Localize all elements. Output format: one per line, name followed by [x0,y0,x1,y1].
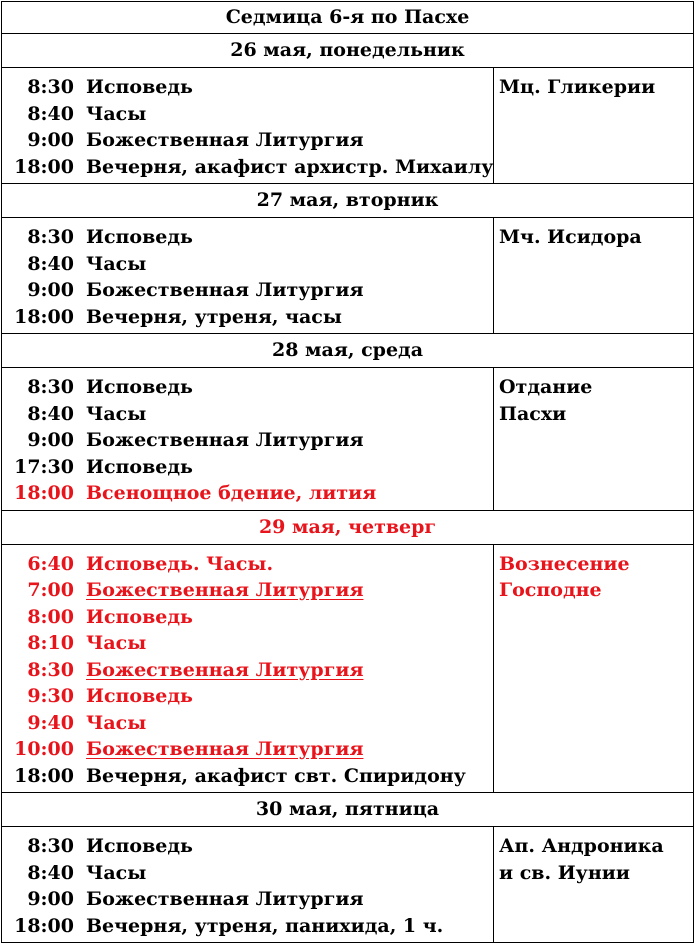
service-row [2,480,493,507]
day-header-row [2,184,694,218]
service-time: 18:00 [14,764,74,787]
service-event-label: Часы [86,102,147,125]
service-event [74,251,146,278]
service-event [74,630,146,657]
service-time: 9:00 [27,429,74,451]
feast-cell [494,827,694,943]
service-time: 8:30 [27,835,74,857]
services-cell [2,544,494,793]
service-event [74,860,146,887]
service-row [2,886,493,913]
day-date: 27 мая, вторник [2,184,694,218]
day-date: 26 мая, понедельник [2,34,694,68]
service-event-label: Вечерня, утреня, панихида, 1 ч. [86,914,444,937]
service-row [2,251,493,278]
service-row [2,710,493,737]
feast-line: Мц. Гликерии [499,76,656,98]
feast-line: Господне [499,579,602,601]
service-event-label: Исповедь [86,605,193,628]
schedule-title: Седмица 6-я по Пасхе [2,2,694,34]
service-time: 8:30 [27,376,74,398]
service-time: 8:30 [27,226,74,248]
service-event [74,304,342,331]
service-event-label: Вечерня, акафист свт. Спиридону [86,764,466,787]
service-time: 8:30 [27,76,74,98]
service-event-label: Часы [86,711,147,734]
service-time: 6:40 [27,552,74,575]
day-date: 29 мая, четверг [2,510,694,544]
service-event-label: Божественная Литургия [86,429,364,451]
service-row [2,604,493,631]
service-event-label: Божественная Литургия [86,279,364,301]
feast-line: Отдание [499,376,593,398]
service-time: 8:30 [27,658,74,681]
service-row [2,74,493,101]
service-event [74,401,146,428]
service-event [74,604,193,631]
service-event [74,101,146,128]
feast-line: Ап. Андроника [499,835,664,857]
service-event-label: Часы [86,632,147,654]
services-cell [2,218,494,334]
feast-cell [494,368,694,511]
service-row [2,101,493,128]
feast-line: Пасхи [499,402,567,425]
service-time: 9:30 [27,685,74,707]
service-row [2,913,493,940]
service-event [74,710,146,737]
service-time: 9:00 [27,888,74,910]
day-date: 28 мая, среда [2,334,694,368]
feast-line: Вознесение [499,552,630,575]
service-row [2,551,493,578]
service-event [74,480,376,507]
service-event [74,913,443,940]
day-header-row [2,793,694,827]
feast-line: Мч. Исидора [499,226,642,248]
service-row [2,374,493,401]
service-row [2,860,493,887]
service-time: 8:40 [27,402,74,425]
service-event-label: Божественная Литургия [86,888,364,910]
services-cell [2,68,494,184]
service-time: 18:00 [14,482,74,504]
service-row [2,304,493,331]
service-row [2,454,493,481]
service-row [2,736,493,763]
services-cell [2,827,494,943]
schedule-table [1,1,694,943]
service-event [74,127,363,154]
service-event [74,427,363,454]
service-event [74,833,193,860]
service-time: 9:00 [27,279,74,301]
service-event-label: Всенощное бдение, лития [86,482,377,504]
service-event [74,736,363,763]
service-event-label: Вечерня, акафист архистр. Михаилу [86,155,494,178]
service-event [74,74,193,101]
service-time: 8:40 [27,861,74,884]
service-row [2,127,493,154]
service-event [74,277,363,304]
service-row [2,763,493,790]
service-time: 9:40 [27,711,74,734]
service-event-label: Вечерня, утреня, часы [86,305,342,328]
service-event-label: Часы [86,861,147,884]
service-event-label: Божественная Литургия [86,579,364,601]
service-row [2,427,493,454]
service-event [74,577,363,604]
service-time: 9:00 [27,129,74,151]
service-event-label: Часы [86,402,147,425]
service-event-label: Божественная Литургия [86,658,364,681]
service-time: 8:40 [27,252,74,275]
day-body-row [2,544,694,793]
service-event-label: Исповедь [86,455,193,478]
service-event [74,551,273,578]
service-row [2,401,493,428]
service-event-label: Исповедь [86,226,193,248]
service-event [74,224,193,251]
service-event-label: Часы [86,252,147,275]
service-event-label: Исповедь. Часы. [86,552,274,575]
day-body-row [2,827,694,943]
day-body-row [2,218,694,334]
feast-cell [494,544,694,793]
service-time: 10:00 [14,738,74,760]
day-body-row [2,368,694,511]
day-date: 30 мая, пятница [2,793,694,827]
service-time: 8:10 [27,632,74,654]
service-event [74,657,363,684]
service-event [74,454,193,481]
service-time: 18:00 [14,155,74,178]
service-time: 18:00 [14,914,74,937]
feast-cell [494,218,694,334]
day-header-row [2,510,694,544]
service-event-label: Исповедь [86,835,193,857]
service-event-label: Исповедь [86,685,193,707]
service-time: 17:30 [14,455,74,478]
service-time: 8:00 [27,605,74,628]
service-time: 7:00 [27,579,74,601]
service-row [2,277,493,304]
service-event [74,886,363,913]
service-row [2,154,493,181]
feast-cell [494,68,694,184]
service-time: 8:40 [27,102,74,125]
day-header-row [2,34,694,68]
service-event [74,683,193,710]
service-row [2,657,493,684]
service-row [2,577,493,604]
day-body-row [2,68,694,184]
service-event-label: Исповедь [86,376,193,398]
day-header-row [2,334,694,368]
service-row [2,224,493,251]
service-row [2,833,493,860]
service-row [2,630,493,657]
service-event [74,763,466,790]
services-cell [2,368,494,511]
service-event [74,154,493,181]
service-event-label: Божественная Литургия [86,129,364,151]
title-row [2,2,694,34]
feast-line: и св. Иунии [499,861,630,884]
service-time: 18:00 [14,305,74,328]
service-event [74,374,193,401]
service-event-label: Исповедь [86,76,193,98]
service-row [2,683,493,710]
service-event-label: Божественная Литургия [86,738,364,760]
